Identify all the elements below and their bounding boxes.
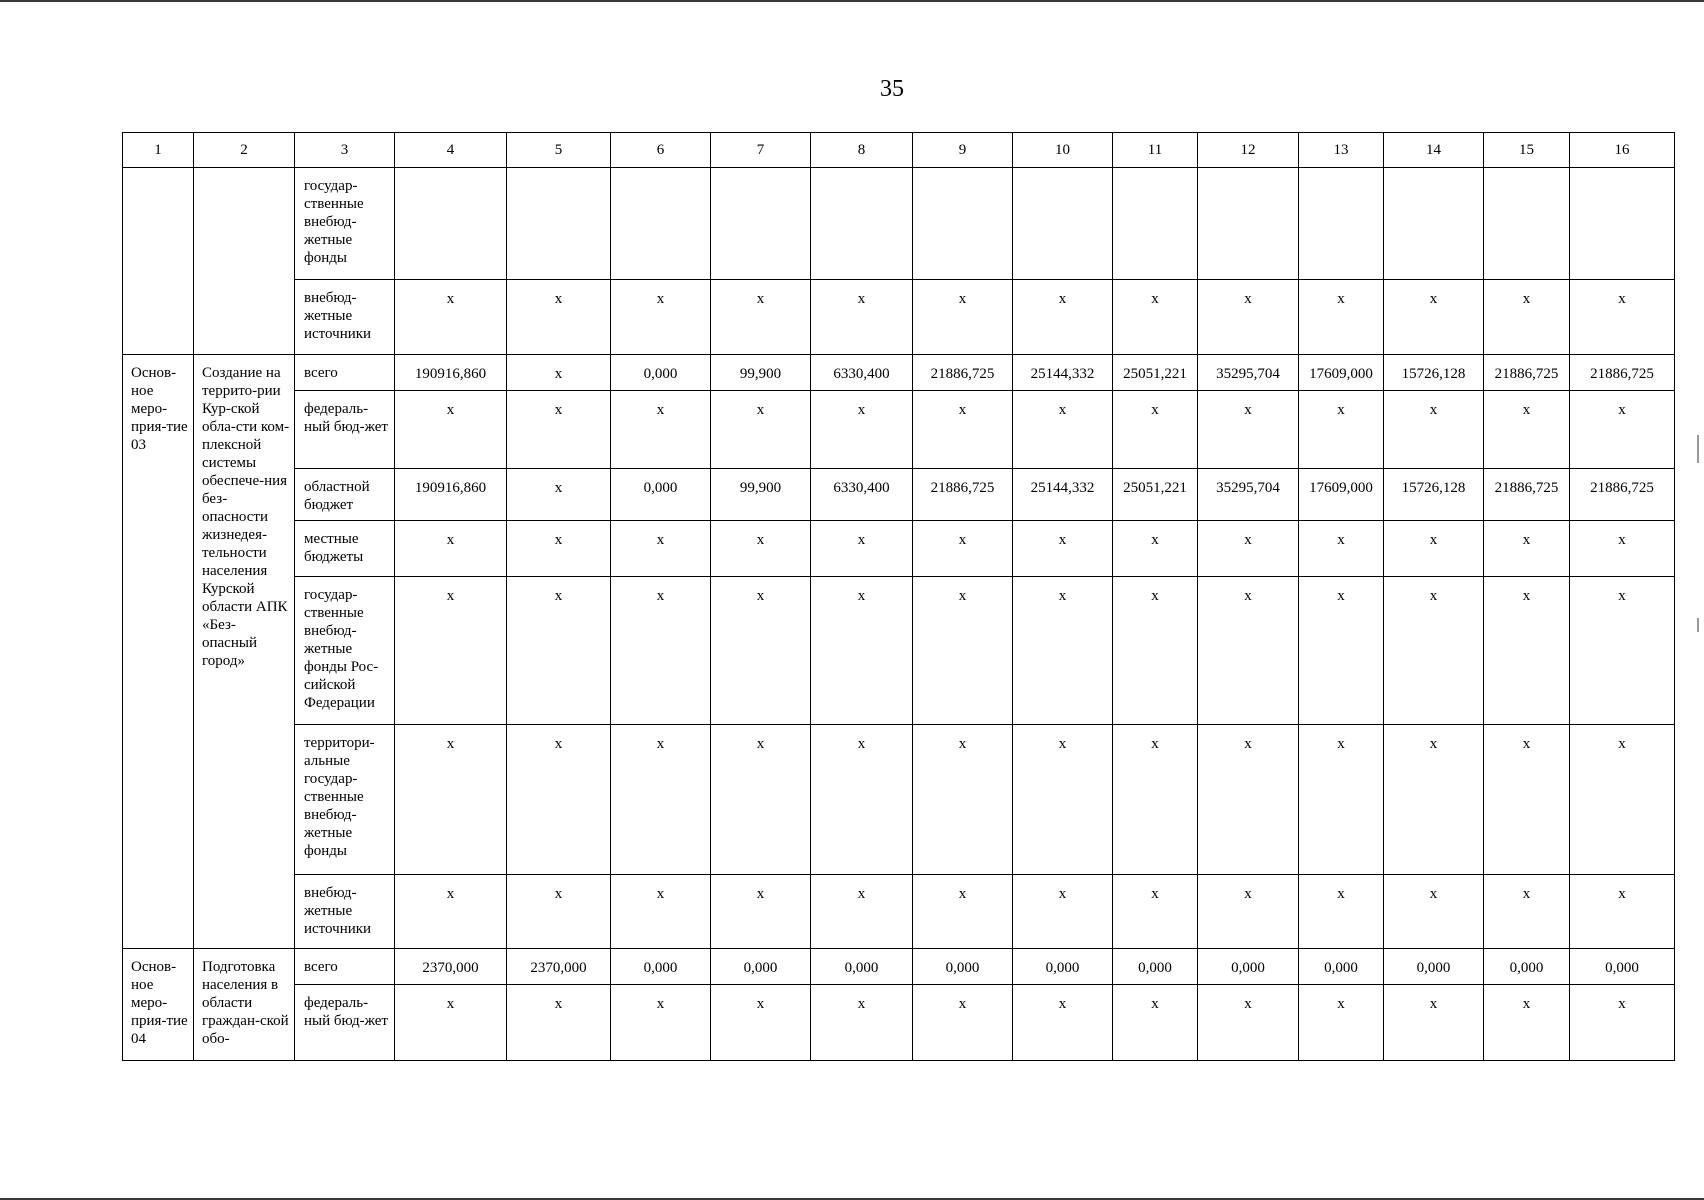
value-cell: x [611, 521, 711, 577]
value-cell [1570, 168, 1675, 280]
value-cell: x [1384, 875, 1484, 949]
value-cell: 17609,000 [1299, 469, 1384, 521]
value-cell: x [1013, 985, 1113, 1061]
value-cell: x [507, 355, 611, 391]
value-cell: x [1484, 985, 1570, 1061]
value-cell: 21886,725 [913, 469, 1013, 521]
value-cell [1113, 168, 1198, 280]
measure-description-cell: Подготовка населения в области граждан-ской обо- [194, 949, 295, 1061]
value-cell: 0,000 [611, 469, 711, 521]
value-cell: x [1299, 725, 1384, 875]
value-cell: x [1570, 985, 1675, 1061]
value-cell: x [1198, 985, 1299, 1061]
measure-03-row [123, 875, 1675, 949]
value-cell: x [1299, 577, 1384, 725]
funding-source-cell: федераль-ный бюд-жет [295, 391, 395, 469]
value-cell: x [1113, 521, 1198, 577]
value-cell: 0,000 [1570, 949, 1675, 985]
funding-source-cell: государ-ственные внебюд-жетные фонды Рос-сийской Федерации [295, 577, 395, 725]
value-cell [611, 168, 711, 280]
value-cell: 6330,400 [811, 469, 913, 521]
measure-description-cell-empty [194, 168, 295, 355]
value-cell: 0,000 [1299, 949, 1384, 985]
value-cell: x [395, 985, 507, 1061]
measure-name-cell-empty [123, 168, 194, 355]
value-cell: x [1299, 521, 1384, 577]
header-cell: 14 [1384, 133, 1484, 168]
value-cell: x [1484, 875, 1570, 949]
table-body [123, 133, 1675, 1061]
value-cell: x [1570, 725, 1675, 875]
value-cell: x [395, 577, 507, 725]
header-row [123, 133, 1675, 168]
header-cell: 11 [1113, 133, 1198, 168]
header-cell: 9 [913, 133, 1013, 168]
value-cell: x [711, 875, 811, 949]
value-cell: 21886,725 [1570, 355, 1675, 391]
value-cell: 25051,221 [1113, 355, 1198, 391]
value-cell: x [1484, 280, 1570, 355]
value-cell: 6330,400 [811, 355, 913, 391]
funding-source-cell: государ-ственные внебюд-жетные фонды [295, 168, 395, 280]
measure-03-row [123, 391, 1675, 469]
measure-03-row [123, 355, 1675, 391]
value-cell: x [1384, 391, 1484, 469]
value-cell: 190916,860 [395, 355, 507, 391]
value-cell: x [1198, 577, 1299, 725]
value-cell: x [1484, 577, 1570, 725]
header-cell: 16 [1570, 133, 1675, 168]
header-cell: 15 [1484, 133, 1570, 168]
value-cell: x [811, 521, 913, 577]
value-cell: 0,000 [1198, 949, 1299, 985]
value-cell: x [913, 521, 1013, 577]
value-cell: 2370,000 [395, 949, 507, 985]
value-cell: x [1198, 280, 1299, 355]
value-cell: x [1484, 391, 1570, 469]
value-cell: x [395, 725, 507, 875]
measure-04-row [123, 985, 1675, 1061]
header-cell: 2 [194, 133, 295, 168]
value-cell: x [1198, 875, 1299, 949]
header-cell: 6 [611, 133, 711, 168]
value-cell: 0,000 [913, 949, 1013, 985]
value-cell: 0,000 [1013, 949, 1113, 985]
funding-source-cell: местные бюджеты [295, 521, 395, 577]
funding-source-cell: внебюд-жетные источники [295, 280, 395, 355]
value-cell [1013, 168, 1113, 280]
value-cell [1299, 168, 1384, 280]
value-cell: x [1013, 280, 1113, 355]
value-cell: x [507, 521, 611, 577]
value-cell: x [711, 985, 811, 1061]
measure-name-cell: Основ-ное меро-прия-тие 03 [123, 355, 194, 949]
value-cell: 21886,725 [1484, 469, 1570, 521]
funding-source-cell: всего [295, 949, 395, 985]
budget-table [122, 132, 1675, 1061]
header-cell: 4 [395, 133, 507, 168]
value-cell: x [811, 875, 913, 949]
value-cell: 0,000 [1484, 949, 1570, 985]
value-cell: x [811, 577, 913, 725]
value-cell: x [1198, 725, 1299, 875]
value-cell: x [1299, 280, 1384, 355]
value-cell: x [1570, 391, 1675, 469]
value-cell: x [1570, 875, 1675, 949]
value-cell: x [1113, 985, 1198, 1061]
value-cell: x [711, 521, 811, 577]
header-cell: 7 [711, 133, 811, 168]
value-cell: x [1384, 985, 1484, 1061]
value-cell: x [913, 725, 1013, 875]
header-cell: 10 [1013, 133, 1113, 168]
value-cell: x [913, 985, 1013, 1061]
value-cell: x [1013, 875, 1113, 949]
value-cell: x [507, 985, 611, 1061]
value-cell: x [1113, 280, 1198, 355]
value-cell: 15726,128 [1384, 355, 1484, 391]
value-cell: x [507, 577, 611, 725]
value-cell [711, 168, 811, 280]
value-cell: x [811, 280, 913, 355]
value-cell: 0,000 [611, 949, 711, 985]
value-cell: x [1384, 725, 1484, 875]
scan-mark-1 [1697, 435, 1699, 463]
measure-name-cell: Основ-ное меро-прия-тие 04 [123, 949, 194, 1061]
value-cell: 0,000 [811, 949, 913, 985]
header-cell: 1 [123, 133, 194, 168]
value-cell: 15726,128 [1384, 469, 1484, 521]
value-cell: 21886,725 [1570, 469, 1675, 521]
value-cell: x [1299, 875, 1384, 949]
section-top-row [123, 280, 1675, 355]
value-cell: x [611, 577, 711, 725]
funding-source-cell: федераль-ный бюд-жет [295, 985, 395, 1061]
value-cell: x [395, 875, 507, 949]
measure-04-row [123, 949, 1675, 985]
value-cell: x [913, 391, 1013, 469]
value-cell: x [507, 875, 611, 949]
value-cell: 35295,704 [1198, 355, 1299, 391]
value-cell: x [711, 725, 811, 875]
value-cell: x [913, 875, 1013, 949]
value-cell: 25144,332 [1013, 469, 1113, 521]
value-cell: x [611, 985, 711, 1061]
header-cell: 13 [1299, 133, 1384, 168]
value-cell [1198, 168, 1299, 280]
measure-03-row [123, 469, 1675, 521]
value-cell: x [811, 985, 913, 1061]
value-cell: 0,000 [611, 355, 711, 391]
value-cell: x [1013, 577, 1113, 725]
value-cell [395, 168, 507, 280]
value-cell [1384, 168, 1484, 280]
value-cell: 21886,725 [1484, 355, 1570, 391]
value-cell: x [1384, 280, 1484, 355]
value-cell: x [507, 391, 611, 469]
value-cell: x [507, 280, 611, 355]
funding-source-cell: внебюд-жетные источники [295, 875, 395, 949]
value-cell: x [1198, 391, 1299, 469]
measure-03-row [123, 577, 1675, 725]
value-cell: x [611, 725, 711, 875]
section-top-row [123, 168, 1675, 280]
header-cell: 3 [295, 133, 395, 168]
value-cell: 21886,725 [913, 355, 1013, 391]
value-cell: x [1484, 521, 1570, 577]
value-cell: x [811, 725, 913, 875]
measure-03-row [123, 521, 1675, 577]
value-cell: x [1113, 725, 1198, 875]
value-cell: 99,900 [711, 469, 811, 521]
value-cell: x [395, 391, 507, 469]
value-cell: 25051,221 [1113, 469, 1198, 521]
value-cell: x [1570, 577, 1675, 725]
value-cell: x [1299, 985, 1384, 1061]
value-cell: x [1113, 391, 1198, 469]
scan-edge-top [0, 0, 1704, 2]
value-cell: x [811, 391, 913, 469]
value-cell: 0,000 [711, 949, 811, 985]
value-cell: x [1570, 280, 1675, 355]
value-cell: 2370,000 [507, 949, 611, 985]
header-cell: 12 [1198, 133, 1299, 168]
value-cell: x [1384, 577, 1484, 725]
value-cell: x [1113, 875, 1198, 949]
measure-description-cell: Создание на террито-рии Кур-ской обла-сти ком-плексной системы обеспече-ния без-опасности жизнедея-тельности населения Курской области АПК «Без-опасный город» [194, 355, 295, 949]
value-cell: x [611, 391, 711, 469]
value-cell: x [913, 280, 1013, 355]
value-cell: x [611, 875, 711, 949]
value-cell: 0,000 [1384, 949, 1484, 985]
value-cell: x [1299, 391, 1384, 469]
header-cell: 8 [811, 133, 913, 168]
value-cell: x [913, 577, 1013, 725]
value-cell: x [1113, 577, 1198, 725]
value-cell: 35295,704 [1198, 469, 1299, 521]
value-cell [1484, 168, 1570, 280]
scan-mark-2 [1697, 618, 1699, 632]
page-number: 35 [880, 76, 904, 102]
value-cell: 0,000 [1113, 949, 1198, 985]
value-cell: x [711, 280, 811, 355]
value-cell: x [1013, 521, 1113, 577]
value-cell: x [507, 725, 611, 875]
value-cell: x [1484, 725, 1570, 875]
value-cell [811, 168, 913, 280]
funding-source-cell: областной бюджет [295, 469, 395, 521]
value-cell: x [1198, 521, 1299, 577]
funding-source-cell: территори-альные государ-ственные внебюд-жетные фонды [295, 725, 395, 875]
value-cell [507, 168, 611, 280]
value-cell: 25144,332 [1013, 355, 1113, 391]
value-cell: x [611, 280, 711, 355]
value-cell: x [1013, 725, 1113, 875]
value-cell: 190916,860 [395, 469, 507, 521]
measure-03-row [123, 725, 1675, 875]
funding-source-cell: всего [295, 355, 395, 391]
header-cell: 5 [507, 133, 611, 168]
value-cell: x [711, 391, 811, 469]
value-cell: x [395, 521, 507, 577]
value-cell: x [1384, 521, 1484, 577]
value-cell: 17609,000 [1299, 355, 1384, 391]
value-cell [913, 168, 1013, 280]
value-cell: x [1570, 521, 1675, 577]
value-cell: x [711, 577, 811, 725]
value-cell: x [1013, 391, 1113, 469]
value-cell: x [395, 280, 507, 355]
value-cell: 99,900 [711, 355, 811, 391]
value-cell: x [507, 469, 611, 521]
